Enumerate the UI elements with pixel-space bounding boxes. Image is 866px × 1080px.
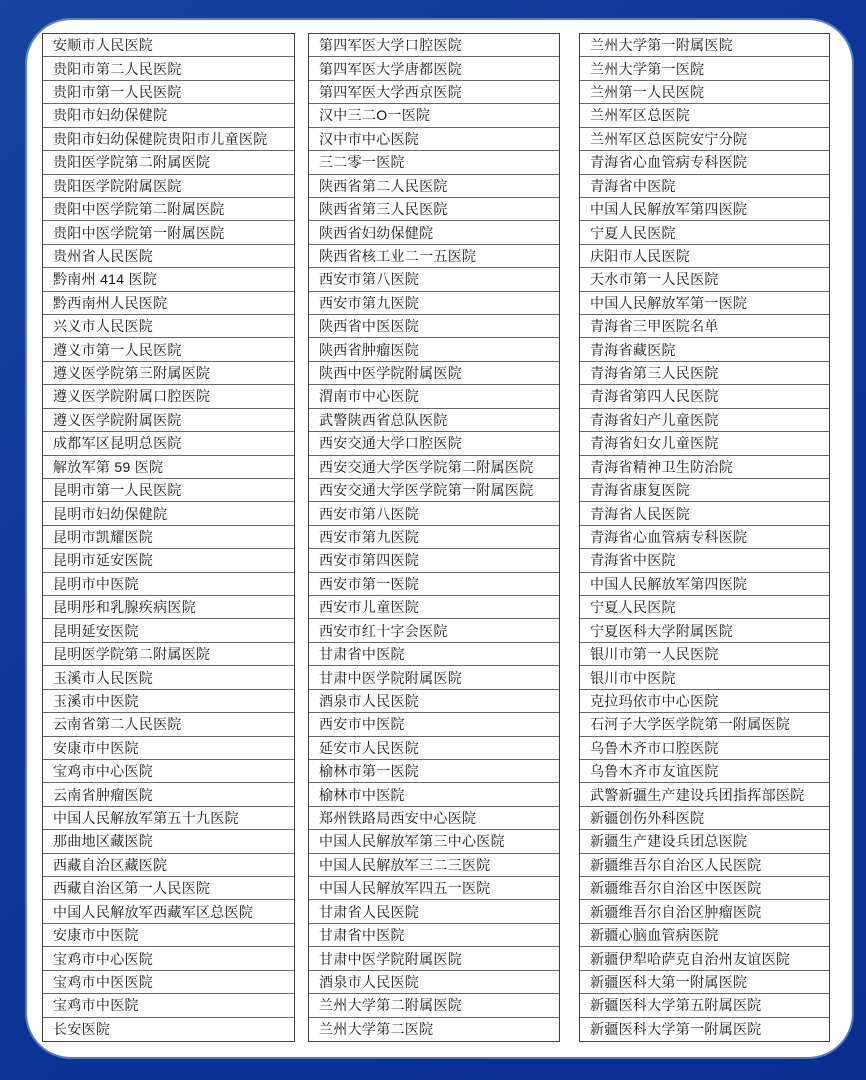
table-row: 昆明市延安医院 <box>43 549 294 572</box>
table-row: 新疆医科大学第一附属医院 <box>590 1021 762 1038</box>
table-row: 昆明市第一人民医院 <box>43 479 294 502</box>
table-row: 中国人民解放军西藏军区总医院 <box>43 900 294 923</box>
table-row: 青海省第三人民医院 <box>580 362 829 385</box>
table-row: 青海省精神卫生防治院 <box>580 456 829 479</box>
table-row: 安顺市人民医院 <box>43 34 294 57</box>
table-row: 贵阳市第一人民医院 <box>43 81 294 104</box>
table-row: 兰州大学第一医院 <box>580 57 829 80</box>
table-row: 陕西中医学院附属医院 <box>309 362 559 385</box>
table-row: 玉溪市中医院 <box>43 690 294 713</box>
table-row: 贵阳中医学院第一附属医院 <box>43 221 294 244</box>
table-row: 青海省心血管病专科医院 <box>580 151 829 174</box>
table-row: 黔西南州人民医院 <box>43 292 294 315</box>
table-row: 陕西省第二人民医院 <box>309 175 559 198</box>
table-row: 宝鸡市中心医院 <box>43 760 294 783</box>
table-row: 宝鸡市中医医院 <box>43 971 294 994</box>
table-row: 中国人民解放军第四医院 <box>580 198 829 221</box>
table-row: 昆明市凯耀医院 <box>43 526 294 549</box>
table-row: 西藏自治区藏医院 <box>43 854 294 877</box>
table-row: 西安交通大学医学院第一附属医院 <box>309 479 559 502</box>
table-row: 银川市第一人民医院 <box>580 643 829 666</box>
table-row: 中国人民解放军第三中心医院 <box>309 830 559 853</box>
table-row: 青海省中医院 <box>580 175 829 198</box>
table-row: 汉中三二O一医院 <box>309 104 559 127</box>
table-row: 陕西省第三人民医院 <box>309 198 559 221</box>
table-row: 西安市第九医院 <box>309 292 559 315</box>
table-row: 昆明市妇幼保健院 <box>43 502 294 525</box>
table-row: 贵阳医学院第二附属医院 <box>43 151 294 174</box>
table-row: 贵阳市第二人民医院 <box>43 57 294 80</box>
table-row: 西安市第一医院 <box>309 573 559 596</box>
table-row: 遵义医学院第三附属医院 <box>43 362 294 385</box>
table-row: 甘肃中医学院附属医院 <box>309 666 559 689</box>
table-row: 新疆维吾尔自治区人民医院 <box>580 854 829 877</box>
table-row: 安康市中医院 <box>43 737 294 760</box>
table-row: 中国人民解放军第一医院 <box>580 292 829 315</box>
table-row: 新疆心脑血管病医院 <box>580 924 829 947</box>
hospital-table-column-2 <box>308 33 560 1042</box>
table-row: 甘肃省中医院 <box>309 924 559 947</box>
table-row: 酒泉市人民医院 <box>309 690 559 713</box>
table-row: 成都军区昆明总医院 <box>43 432 294 455</box>
table-row: 西安市第四医院 <box>309 549 559 572</box>
table-row: 中国人民解放军四五一医院 <box>309 877 559 900</box>
table-row: 遵义医学院附属口腔医院 <box>43 385 294 408</box>
table-row: 青海省康复医院 <box>580 479 829 502</box>
table-row: 新疆创伤外科医院 <box>580 807 829 830</box>
table-row: 青海省中医院 <box>580 549 829 572</box>
table-row: 陕西省妇幼保健院 <box>309 221 559 244</box>
table-row: 西安市第九医院 <box>309 526 559 549</box>
table-row: 贵阳市妇幼保健院贵阳市儿童医院 <box>43 128 294 151</box>
table-row: 西安市儿童医院 <box>309 596 559 619</box>
table-row: 安康市中医院 <box>43 924 294 947</box>
hospital-table-column-1 <box>42 33 295 1042</box>
table-row: 黔南州 414 医院 <box>43 268 294 291</box>
table-row: 渭南市中心医院 <box>309 385 559 408</box>
document-page-panel <box>27 20 852 1057</box>
table-row: 青海省妇女儿童医院 <box>580 432 829 455</box>
table-row: 甘肃省中医院 <box>309 643 559 666</box>
table-row: 兰州大学第二医院 <box>319 1021 434 1038</box>
table-row: 青海省心血管病专科医院 <box>580 526 829 549</box>
table-row: 青海省人民医院 <box>580 502 829 525</box>
table-row: 乌鲁木齐市友谊医院 <box>580 760 829 783</box>
table-row: 中国人民解放军第四医院 <box>580 573 829 596</box>
table-row: 甘肃中医学院附属医院 <box>309 947 559 970</box>
table-row: 宁夏医科大学附属医院 <box>580 619 829 642</box>
table-row: 西藏自治区第一人民医院 <box>43 877 294 900</box>
table-row: 青海省三甲医院名单 <box>580 315 829 338</box>
table-row: 新疆医科大第一附属医院 <box>580 971 829 994</box>
table-row: 新疆伊犁哈萨克自治州友谊医院 <box>580 947 829 970</box>
table-row: 昆明延安医院 <box>43 619 294 642</box>
table-row: 云南省肿瘤医院 <box>43 783 294 806</box>
table-row: 庆阳市人民医院 <box>580 245 829 268</box>
table-row: 昆明医学院第二附属医院 <box>43 643 294 666</box>
table-row: 中国人民解放军第五十九医院 <box>43 807 294 830</box>
table-row: 郑州铁路局西安中心医院 <box>309 807 559 830</box>
table-row: 延安市人民医院 <box>309 737 559 760</box>
table-row: 贵阳市妇幼保健院 <box>43 104 294 127</box>
table-row: 遵义医学院附属医院 <box>43 409 294 432</box>
table-row: 新疆生产建设兵团总医院 <box>580 830 829 853</box>
table-row: 三二零一医院 <box>309 151 559 174</box>
table-row: 陕西省核工业二一五医院 <box>309 245 559 268</box>
table-row: 宝鸡市中心医院 <box>43 947 294 970</box>
table-row: 青海省第四人民医院 <box>580 385 829 408</box>
table-row: 石河子大学医学院第一附属医院 <box>580 713 829 736</box>
table-row: 西安交通大学口腔医院 <box>309 432 559 455</box>
table-row: 甘肃省人民医院 <box>309 900 559 923</box>
table-row: 陕西省肿瘤医院 <box>309 338 559 361</box>
hospital-table-column-3 <box>579 33 830 1042</box>
table-row: 酒泉市人民医院 <box>309 971 559 994</box>
table-row: 兰州军区总医院 <box>580 104 829 127</box>
table-row: 陕西省中医医院 <box>309 315 559 338</box>
table-row: 榆林市第一医院 <box>309 760 559 783</box>
table-row: 西安交通大学医学院第二附属医院 <box>309 456 559 479</box>
table-row: 武警新疆生产建设兵团指挥部医院 <box>580 783 829 806</box>
table-row: 玉溪市人民医院 <box>43 666 294 689</box>
table-row: 解放军第 59 医院 <box>43 456 294 479</box>
table-row: 遵义市第一人民医院 <box>43 338 294 361</box>
table-row: 第四军医大学西京医院 <box>309 81 559 104</box>
table-row: 长安医院 <box>53 1021 111 1038</box>
table-row: 克拉玛依市中心医院 <box>580 690 829 713</box>
table-row: 新疆维吾尔自治区肿瘤医院 <box>580 900 829 923</box>
table-row: 中国人民解放军三二三医院 <box>309 854 559 877</box>
table-row: 西安市中医院 <box>309 713 559 736</box>
table-row: 贵州省人民医院 <box>43 245 294 268</box>
table-row: 贵阳医学院附属医院 <box>43 175 294 198</box>
table-row: 贵阳中医学院第二附属医院 <box>43 198 294 221</box>
table-row: 兴义市人民医院 <box>43 315 294 338</box>
table-row: 青海省妇产儿童医院 <box>580 409 829 432</box>
table-row: 兰州大学第一附属医院 <box>580 34 829 57</box>
table-row: 西安市红十字会医院 <box>309 619 559 642</box>
table-row: 新疆维吾尔自治区中医医院 <box>580 877 829 900</box>
table-row: 汉中市中心医院 <box>309 128 559 151</box>
table-row: 宁夏人民医院 <box>580 221 829 244</box>
table-row: 武警陕西省总队医院 <box>309 409 559 432</box>
table-row: 那曲地区藏医院 <box>43 830 294 853</box>
table-row: 银川市中医院 <box>580 666 829 689</box>
table-row: 新疆医科大学第五附属医院 <box>580 994 829 1017</box>
table-row: 昆明彤和乳腺疾病医院 <box>43 596 294 619</box>
table-row: 第四军医大学唐都医院 <box>309 57 559 80</box>
table-row: 第四军医大学口腔医院 <box>309 34 559 57</box>
table-row: 兰州大学第二附属医院 <box>309 994 559 1017</box>
table-row: 宁夏人民医院 <box>580 596 829 619</box>
table-row: 宝鸡市中医院 <box>43 994 294 1017</box>
table-row: 昆明市中医院 <box>43 573 294 596</box>
table-row: 西安市第八医院 <box>309 268 559 291</box>
table-row: 乌鲁木齐市口腔医院 <box>580 737 829 760</box>
table-row: 兰州军区总医院安宁分院 <box>580 128 829 151</box>
table-row: 榆林市中医院 <box>309 783 559 806</box>
table-row: 云南省第二人民医院 <box>43 713 294 736</box>
table-row: 青海省藏医院 <box>580 338 829 361</box>
table-row: 天水市第一人民医院 <box>580 268 829 291</box>
table-row: 兰州第一人民医院 <box>580 81 829 104</box>
table-row: 西安市第八医院 <box>309 502 559 525</box>
